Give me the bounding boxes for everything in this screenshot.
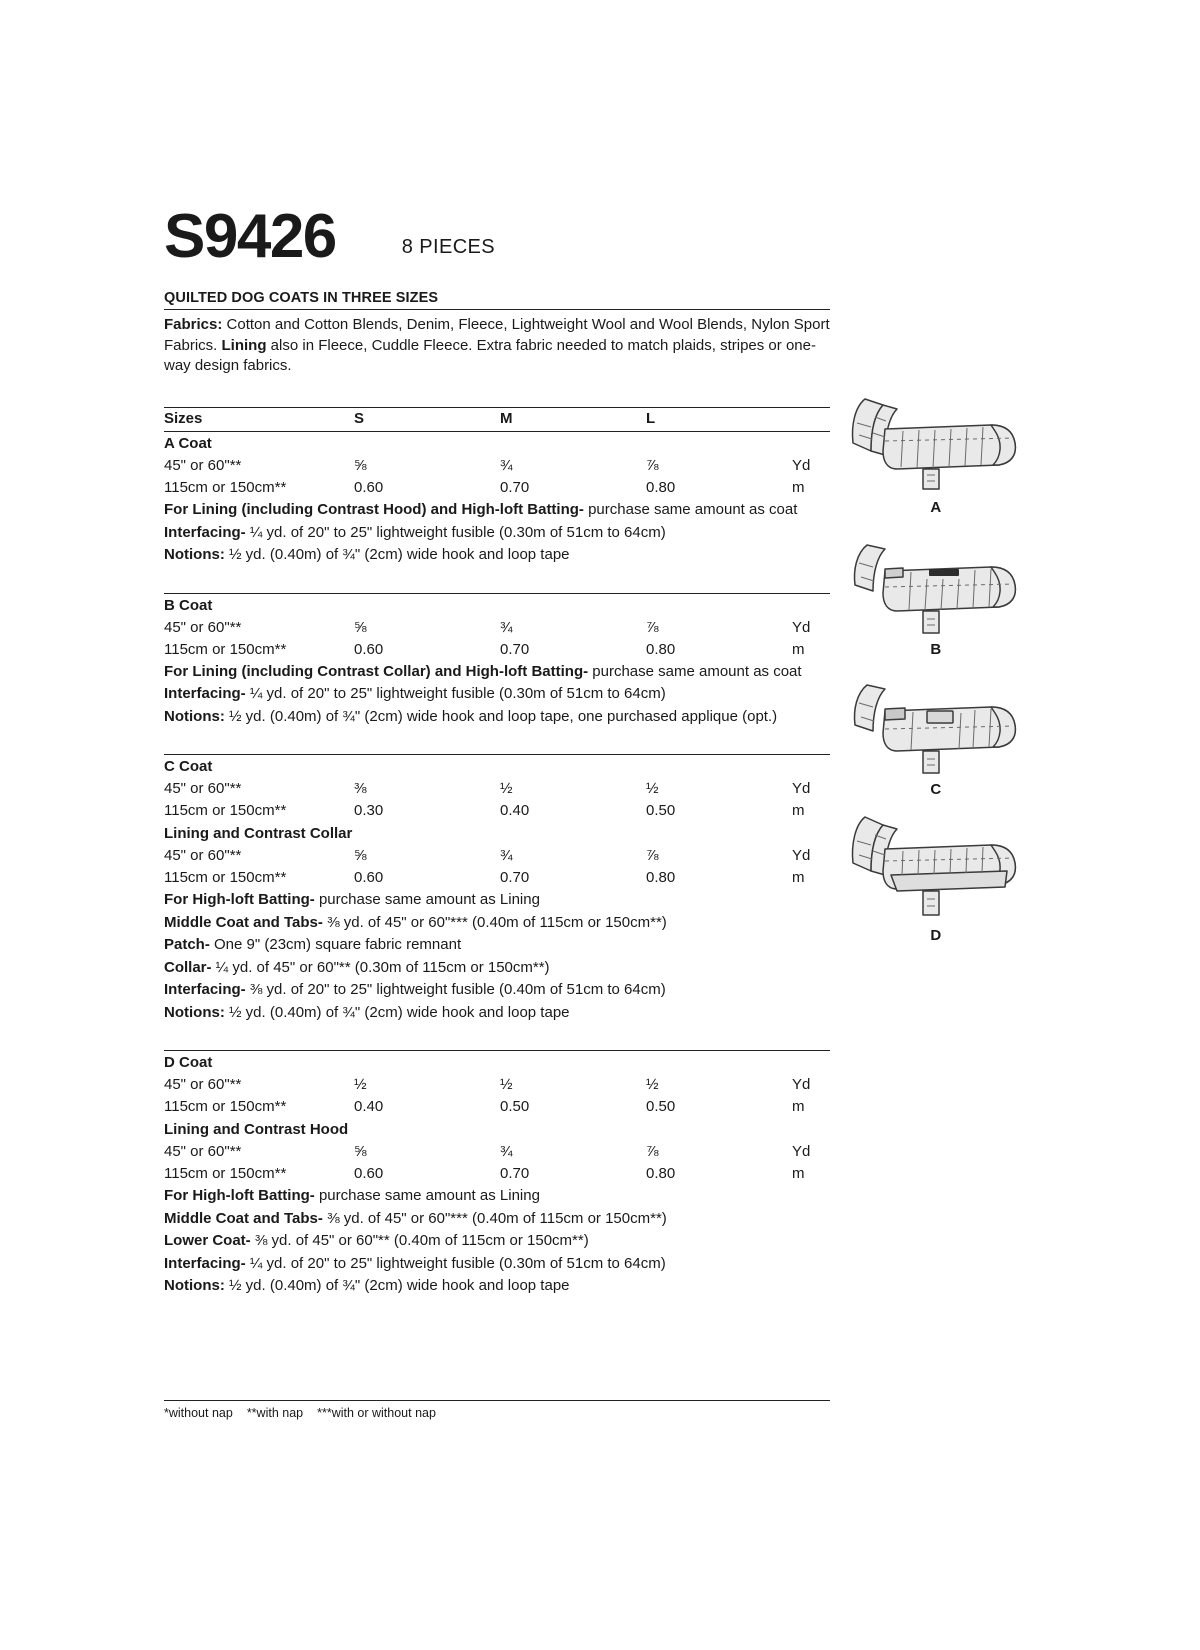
cell-s: 0.60 [354, 1165, 384, 1182]
view-b [836, 527, 1036, 667]
cell-l: 0.80 [646, 869, 676, 886]
cell-s: ⅜ [354, 780, 367, 797]
section-a-coat [164, 432, 830, 567]
cell-s: ⅝ [354, 457, 367, 474]
view-label: B [930, 641, 942, 658]
cell-s: ⅝ [354, 1143, 367, 1160]
column-header-s: S [354, 410, 365, 427]
note-text: purchase same amount as Lining [314, 891, 540, 908]
note-text: ½ yd. (0.40m) of ¾" (2cm) wide hook and loop tape, one purchased applique (opt.) [224, 707, 778, 725]
note-text: ½ yd. (0.40m) of ¾" (2cm) wide hook and loop tape [224, 546, 570, 563]
cell-l: 0.80 [646, 640, 676, 658]
section-title: B Coat [164, 596, 213, 614]
table-header-row [164, 408, 830, 430]
section-subheading: Lining and Contrast Hood [164, 1121, 349, 1138]
note-label: Notions: [164, 1003, 225, 1021]
cell-m: 0.70 [500, 479, 530, 496]
subtitle-divider [164, 309, 830, 310]
section-note [164, 912, 830, 935]
section-b-coat [164, 594, 830, 729]
cell-unit: Yd [792, 1143, 811, 1160]
cell-m: 0.70 [500, 1165, 530, 1182]
section-note [164, 1275, 830, 1298]
cell-s: 0.40 [354, 1098, 384, 1115]
view-label: C [930, 781, 942, 798]
view-d [836, 807, 1036, 947]
note-label: Middle Coat and Tabs- [164, 913, 323, 931]
table-row [164, 1141, 830, 1163]
cell-s: 0.60 [354, 479, 384, 496]
cell-m: 0.40 [500, 802, 530, 819]
dog-coat-layered-hood-illustration [841, 807, 1031, 925]
cell-unit: Yd [792, 457, 811, 474]
note-label: For High-loft Batting- [164, 1187, 315, 1204]
table-row [164, 845, 830, 867]
cell-l: ⅞ [646, 847, 659, 864]
cell-unit: Yd [792, 780, 811, 797]
section-title: C Coat [164, 758, 213, 775]
cell-unit: m [792, 1165, 805, 1182]
table-row [164, 1163, 830, 1185]
section-note [164, 1230, 830, 1253]
footnote-with-or-without-nap: ***with or without nap [317, 1406, 436, 1420]
pattern-subtitle: QUILTED DOG COATS IN THREE SIZES [164, 290, 439, 306]
note-label: Notions: [164, 707, 225, 725]
cell-unit: m [792, 802, 805, 819]
cell-unit: m [792, 479, 805, 496]
note-label: For Lining (including Contrast Collar) and High-loft Batting- [164, 662, 589, 680]
cell-s: ½ [354, 1076, 367, 1093]
section-note [164, 499, 830, 522]
cell-unit: Yd [792, 618, 811, 636]
note-text: ¼ yd. of 20" to 25" lightweight fusible (0.30m of 51cm to 64cm) [245, 523, 666, 541]
row-label: 45" or 60"** [164, 847, 242, 864]
cell-m: ¾ [500, 847, 513, 864]
row-label: 115cm or 150cm** [164, 479, 287, 496]
table-row [164, 778, 830, 800]
section-note [164, 1185, 830, 1208]
row-label: 115cm or 150cm** [164, 1165, 287, 1182]
page-title: S9426 [164, 202, 336, 271]
section-note [164, 683, 830, 706]
row-label: 115cm or 150cm** [164, 869, 287, 886]
section-title: D Coat [164, 1054, 213, 1071]
column-header-l: L [646, 410, 656, 427]
section-note [164, 544, 830, 567]
row-label: 45" or 60"** [164, 1076, 242, 1093]
cell-m: ½ [500, 1076, 513, 1093]
note-text: ½ yd. (0.40m) of ¾" (2cm) wide hook and loop tape [224, 1003, 570, 1021]
table-row [164, 617, 830, 639]
footnote-without-nap: *without nap [164, 1406, 233, 1420]
cell-l: 0.80 [646, 1165, 676, 1182]
section-note [164, 979, 830, 1002]
table-row [164, 1074, 830, 1096]
cell-unit: m [792, 640, 805, 658]
spacer [164, 567, 830, 593]
fabrics-label: Fabrics: [164, 316, 223, 333]
section-c-coat [164, 755, 830, 1024]
note-text: purchase same amount as coat [588, 662, 802, 680]
table-row [164, 1096, 830, 1118]
table-row [164, 639, 830, 661]
section-subheading: Lining and Contrast Collar [164, 825, 353, 842]
dog-coat-hooded-illustration [841, 385, 1031, 497]
section-note [164, 1002, 830, 1025]
note-label: Patch- [164, 936, 210, 953]
row-label: 45" or 60"** [164, 780, 242, 797]
note-label: Collar- [164, 958, 212, 976]
dog-coat-patch-illustration [841, 667, 1031, 779]
fabrics-text-1: Cotton and Cotton Blends, Denim, Fleece, Lightweight Wool and Wool Blends, Nylon Sport Fabrics. [164, 316, 830, 354]
cell-unit: Yd [792, 1076, 811, 1093]
cell-l: ⅞ [646, 618, 659, 636]
cell-l: ⅞ [646, 457, 659, 474]
fabrics-text-2: also in Fleece, Cuddle Fleece. Extra fabric needed to match plaids, stripes or one-way design fabrics. [164, 336, 816, 375]
cell-s: 0.60 [354, 640, 384, 658]
cell-l: ⅞ [646, 1143, 659, 1160]
cell-unit: m [792, 1098, 805, 1115]
table-row [164, 800, 830, 822]
section-title: A Coat [164, 435, 212, 452]
table-row [164, 455, 830, 477]
note-label: Notions: [164, 1277, 225, 1294]
note-label: Interfacing- [164, 1254, 246, 1272]
cell-m: ¾ [500, 1143, 513, 1160]
section-note [164, 706, 830, 729]
note-text: ⅜ yd. of 45" or 60"*** (0.40m of 115cm or 150cm**) [322, 1209, 667, 1227]
note-text: One 9" (23cm) square fabric remnant [209, 936, 462, 953]
cell-s: 0.30 [354, 802, 384, 819]
section-note [164, 1208, 830, 1231]
section-note [164, 957, 830, 980]
row-label: 115cm or 150cm** [164, 802, 287, 819]
view-label: A [930, 499, 942, 516]
note-text: purchase same amount as Lining [314, 1187, 540, 1204]
note-label: Interfacing- [164, 981, 246, 998]
note-label: Interfacing- [164, 685, 246, 702]
note-text: ¼ yd. of 45" or 60"** (0.30m of 115cm or 150cm**) [211, 958, 550, 976]
table-row [164, 867, 830, 889]
footnotes [164, 1400, 830, 1422]
footnote-row [164, 1401, 830, 1422]
cell-m: ½ [500, 780, 513, 797]
cell-m: ¾ [500, 457, 513, 474]
section-note [164, 889, 830, 912]
cell-m: 0.70 [500, 640, 530, 658]
header [164, 202, 830, 271]
cell-unit: Yd [792, 847, 811, 864]
note-label: Lower Coat- [164, 1232, 251, 1249]
view-c [836, 667, 1036, 807]
cell-unit: m [792, 869, 805, 886]
note-text: ¼ yd. of 20" to 25" lightweight fusible (0.30m of 51cm to 64cm) [245, 1254, 666, 1272]
cell-m: 0.50 [500, 1098, 530, 1115]
view-label: D [930, 927, 942, 944]
spacer [164, 1024, 830, 1050]
cell-l: 0.50 [646, 1098, 676, 1115]
cell-l: 0.80 [646, 479, 676, 496]
note-label: For Lining (including Contrast Hood) and High-loft Batting- [164, 501, 584, 518]
cell-l: 0.50 [646, 802, 676, 819]
note-label: Interfacing- [164, 523, 246, 541]
yardage-table [164, 407, 830, 1298]
note-text: ½ yd. (0.40m) of ¾" (2cm) wide hook and loop tape [224, 1277, 570, 1294]
note-label: Notions: [164, 546, 225, 563]
cell-m: 0.70 [500, 869, 530, 886]
note-text: purchase same amount as coat [583, 501, 798, 518]
section-note [164, 934, 830, 957]
row-label: 115cm or 150cm** [164, 1098, 287, 1115]
column-header-unit [792, 408, 830, 430]
note-text: ⅜ yd. of 45" or 60"** (0.40m of 115cm or 150cm**) [250, 1232, 589, 1249]
row-label: 45" or 60"** [164, 1143, 242, 1160]
cell-m: ¾ [500, 618, 513, 636]
note-text: ¼ yd. of 20" to 25" lightweight fusible (0.30m of 51cm to 64cm) [245, 685, 666, 702]
footnote-with-nap: **with nap [246, 1406, 304, 1420]
cell-l: ½ [646, 1076, 659, 1093]
lining-label: Lining [221, 336, 267, 354]
row-label: 45" or 60"** [164, 618, 242, 636]
cell-l: ½ [646, 780, 659, 797]
row-label: 115cm or 150cm** [164, 640, 287, 658]
note-text: ⅜ yd. of 45" or 60"*** (0.40m of 115cm or 150cm**) [322, 913, 667, 931]
column-header-m: M [500, 410, 513, 427]
note-text: ⅜ yd. of 20" to 25" lightweight fusible (0.40m of 51cm to 64cm) [245, 981, 666, 998]
section-note [164, 661, 830, 684]
column-header-sizes: Sizes [164, 410, 203, 427]
note-label: Middle Coat and Tabs- [164, 1209, 323, 1227]
pieces-count: 8 PIECES [401, 236, 496, 258]
section-note [164, 1253, 830, 1276]
cell-s: ⅝ [354, 847, 367, 864]
section-note [164, 522, 830, 545]
cell-s: ⅝ [354, 618, 367, 636]
dog-coat-collar-illustration [841, 527, 1031, 639]
fabrics-paragraph [164, 315, 830, 377]
note-label: For High-loft Batting- [164, 891, 315, 908]
cell-s: 0.60 [354, 869, 384, 886]
section-d-coat [164, 1051, 830, 1298]
spacer [164, 728, 830, 754]
table-row [164, 477, 830, 499]
view-a [836, 385, 1036, 527]
row-label: 45" or 60"** [164, 457, 242, 474]
view-illustrations [836, 385, 1036, 947]
